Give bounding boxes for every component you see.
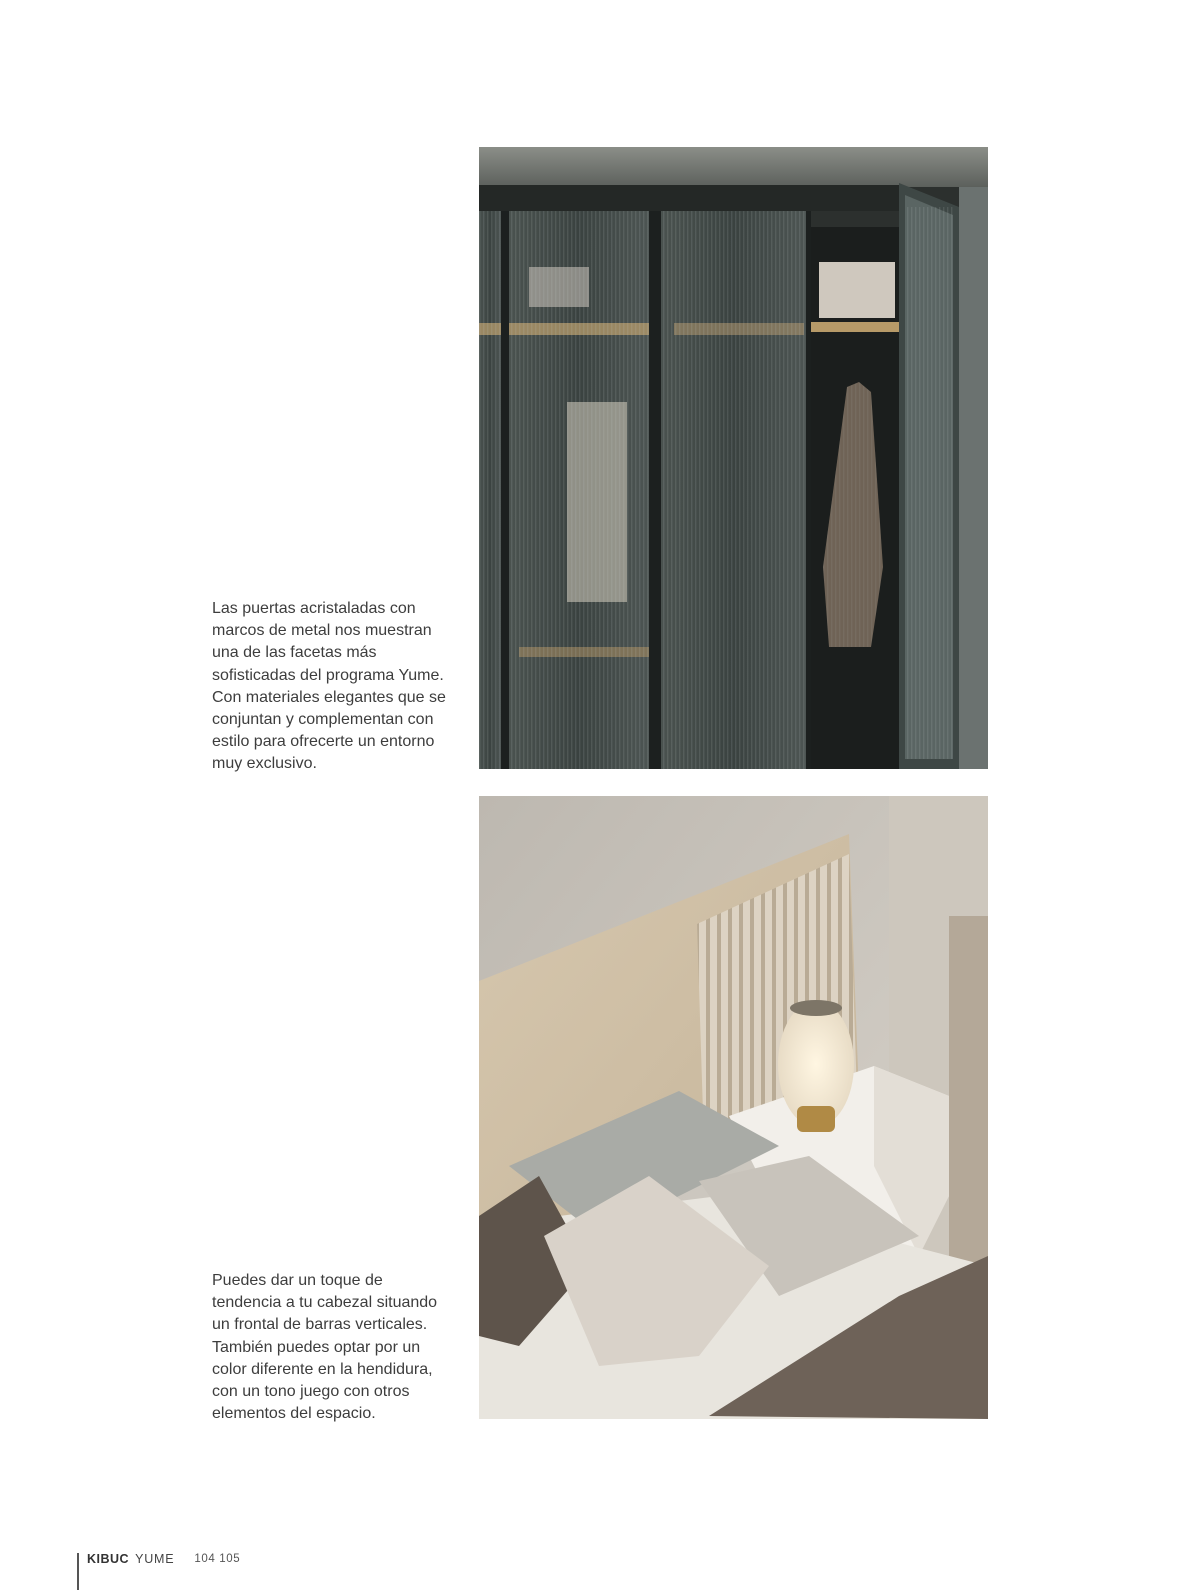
brand-name: KIBUC bbox=[87, 1552, 130, 1566]
page-numbers: 104 105 bbox=[194, 1553, 241, 1565]
headboard-description: Puedes dar un toque de tendencia a tu cabezal situando un frontal de barras verticales. También puedes optar por un color diferente en la hendidura, con un tono juego con otros elementos del espacio. bbox=[212, 1272, 438, 1423]
page-footer bbox=[78, 1553, 240, 1565]
wardrobe-photo bbox=[479, 147, 988, 769]
headboard-photo bbox=[479, 796, 988, 1419]
product-name: YUME bbox=[135, 1552, 175, 1566]
wardrobe-description: Las puertas acristaladas con marcos de metal nos muestran una de las facetas más sofisticadas del programa Yume. Con materiales elegantes que se conjuntan y complementan con estilo para ofrecerte un entorno muy exclusivo. bbox=[212, 600, 446, 773]
footer-divider bbox=[77, 1553, 79, 1590]
